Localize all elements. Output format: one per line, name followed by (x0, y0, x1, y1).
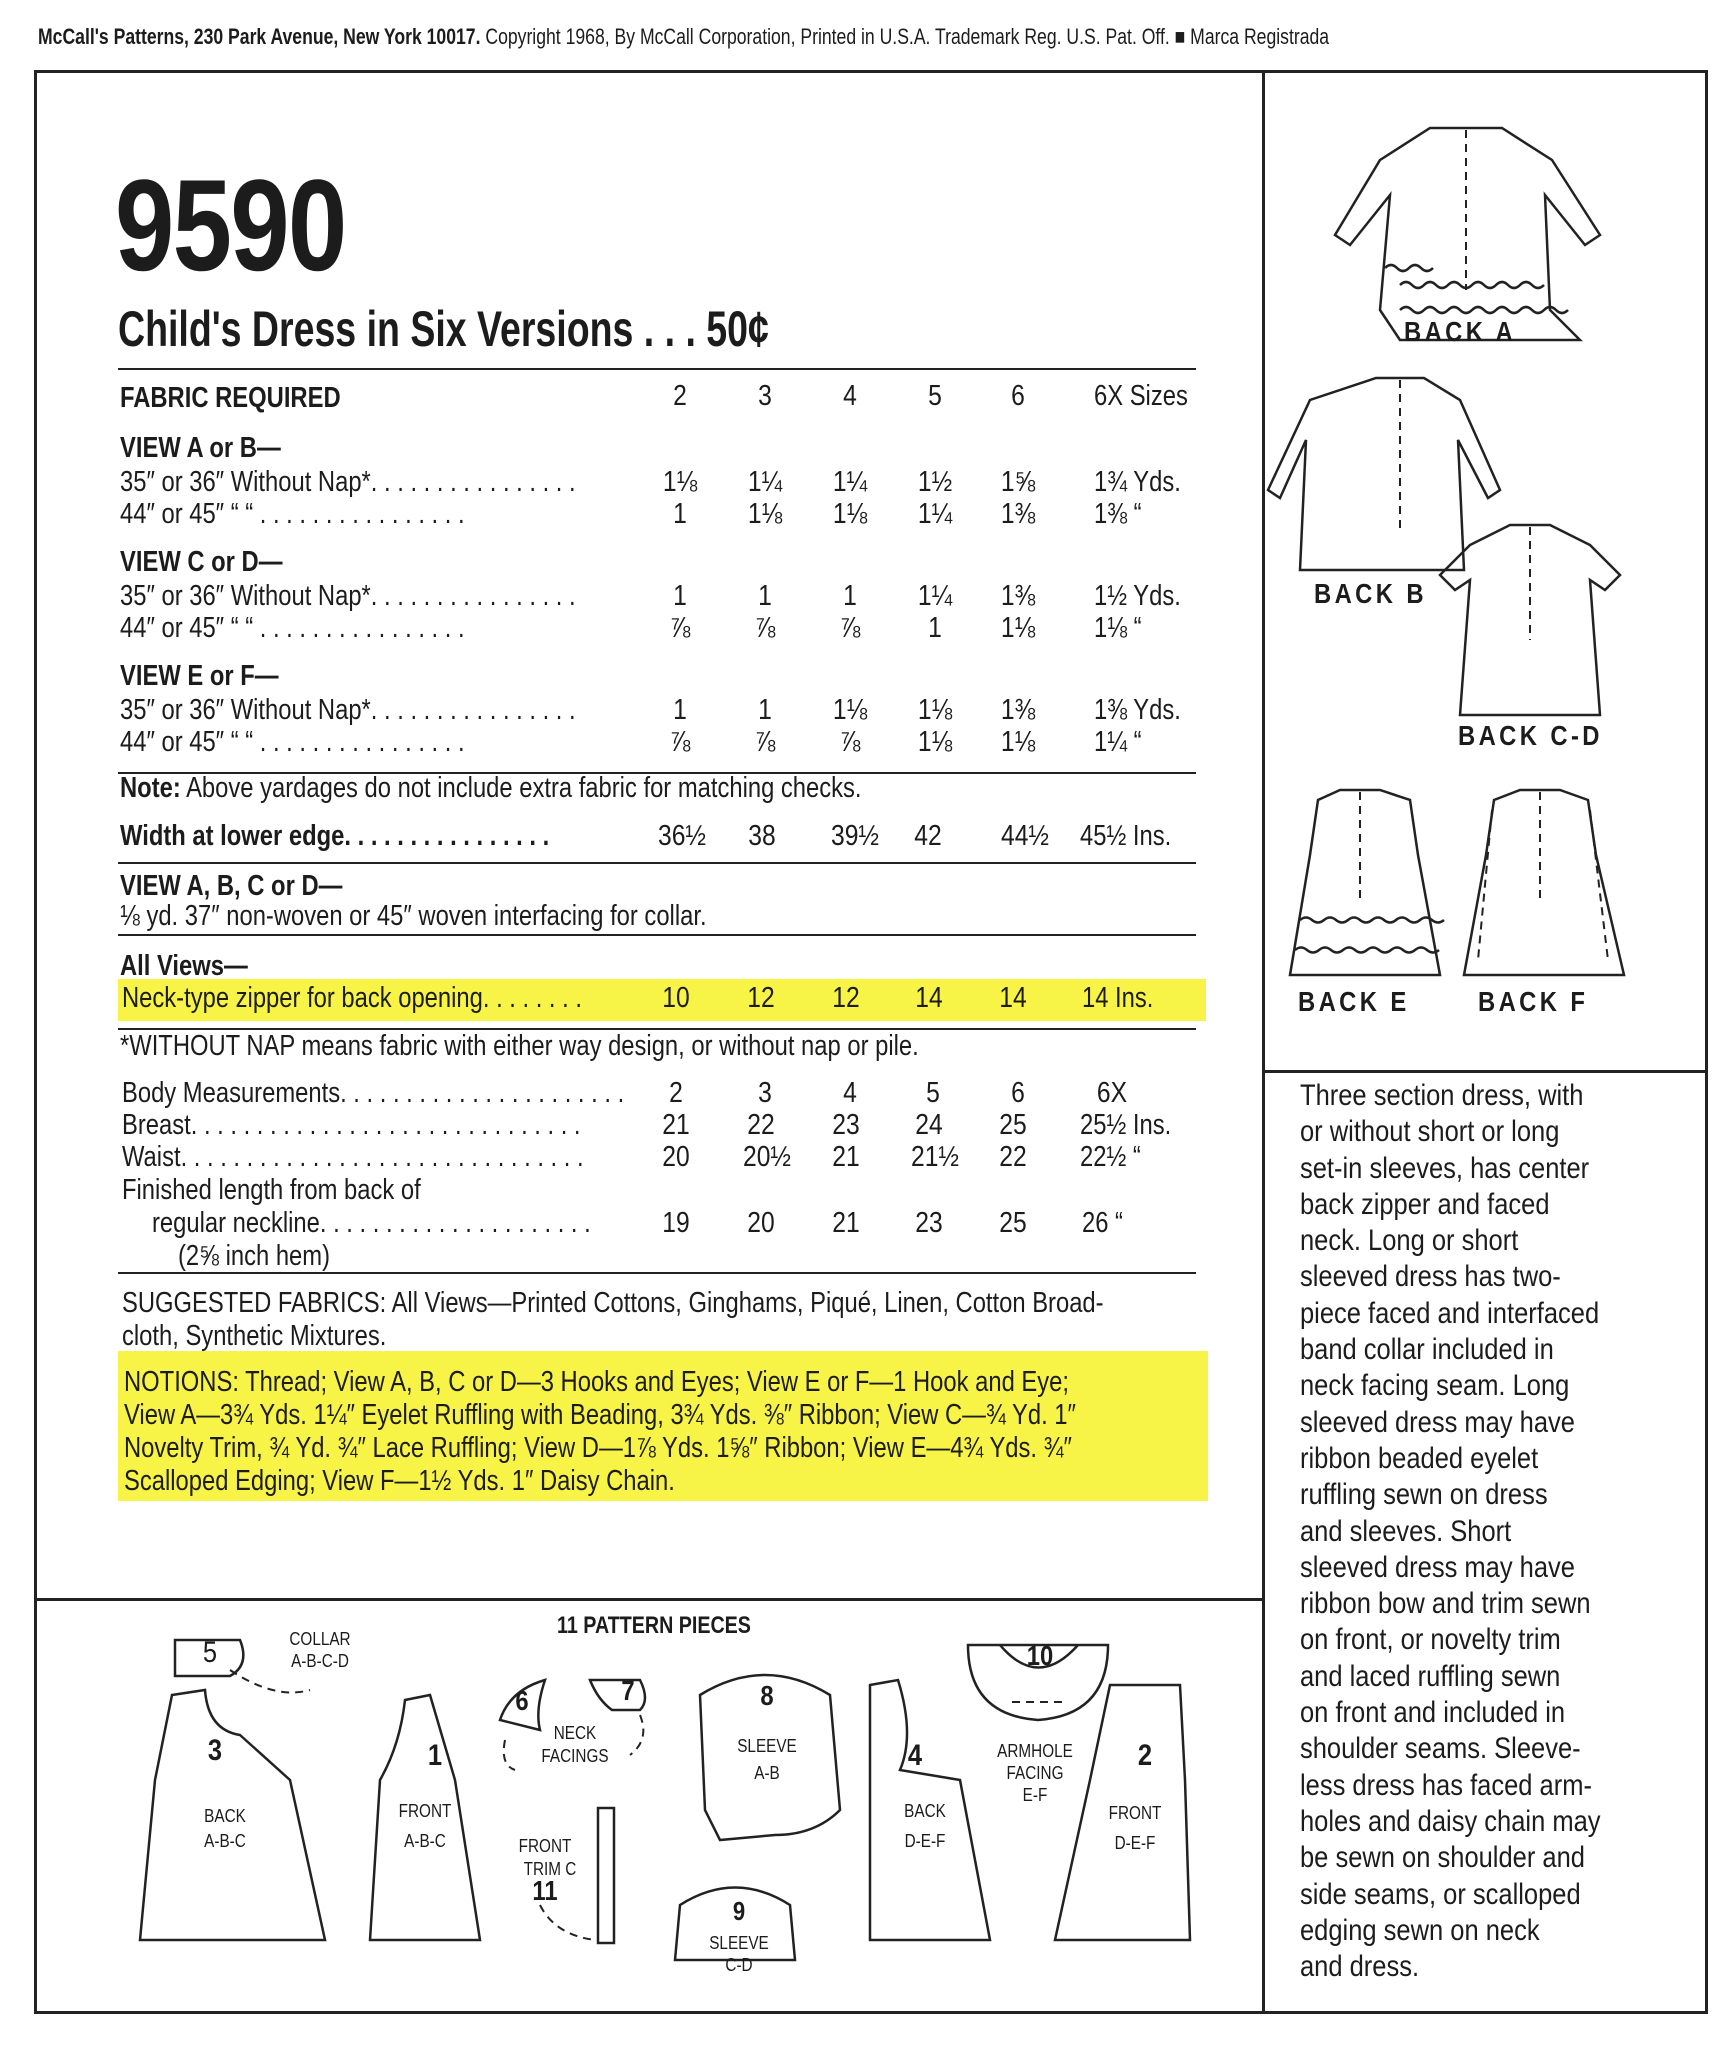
notions-line: Novelty Trim, ¾ Yd. ¾″ Lace Ruffling; View D—1⅞ Yds. 1⅝″ Ribbon; View E—4¾ Yds. ¾″ (124, 1432, 1072, 1464)
size-header: 4 (843, 1077, 857, 1109)
description-line: be sewn on shoulder and (1300, 1841, 1585, 1875)
table-cell: 1⅛ (917, 726, 953, 758)
description-line: and sleeves. Short (1300, 1514, 1512, 1548)
description-line: edging sewn on neck (1300, 1913, 1540, 1947)
size-header: 6 (1011, 380, 1025, 412)
description-line: neck facing seam. Long (1300, 1369, 1570, 1403)
piece-number: 8 (760, 1680, 774, 1711)
piece-label: TRIM C (523, 1859, 577, 1879)
table-cell: 42 (914, 820, 942, 852)
table-cell: ⅞ (839, 726, 861, 758)
table-cell: 12 (832, 982, 860, 1014)
zipper-label: Neck-type zipper for back opening. . . . . . . . (122, 982, 582, 1014)
table-cell: 24 (915, 1109, 943, 1141)
piece-label: BACK (204, 1806, 246, 1826)
description-line: ruffling sewn on dress (1300, 1478, 1548, 1512)
interfacing-text: ⅛ yd. 37″ non-woven or 45″ woven interfacing for collar. (120, 900, 707, 932)
size-header: 3 (758, 380, 772, 412)
body-measurements-label: Body Measurements. . . . . . . . . . . . . . . . . . . . . . (122, 1077, 625, 1109)
description-line: band collar included in (1300, 1333, 1554, 1367)
description-line: sleeved dress may have (1300, 1405, 1575, 1439)
table-cell: 1⅜ (1000, 580, 1036, 612)
piece-label: A-B-C (204, 1831, 246, 1851)
back-a-label: BACK A (1404, 316, 1517, 347)
row-label: 35″ or 36″ Without Nap*. . . . . . . . . . . . . . . . (120, 580, 576, 612)
piece-label: A-B-C (404, 1831, 446, 1851)
piece-number: 6 (515, 1685, 529, 1716)
pattern-title: Child's Dress in Six Versions . . . 50¢ (118, 301, 769, 357)
table-cell: 1 (843, 580, 857, 612)
notions-line: View A—3¾ Yds. 1¼″ Eyelet Ruffling with Beading, 3¾ Yds. ⅜″ Ribbon; View C—¾ Yd. 1″ (124, 1399, 1076, 1431)
back-e-illustration (1290, 790, 1444, 975)
table-cell: 1⅛ (747, 498, 783, 530)
fabric-required-heading: FABRIC REQUIRED (120, 382, 341, 414)
table-cell: 1¼ (917, 498, 953, 530)
view-label: VIEW A or B— (120, 432, 281, 464)
piece-label: FRONT (518, 1836, 572, 1856)
back-b-illustration (1268, 378, 1500, 570)
pattern-number: 9590 (115, 152, 346, 298)
piece-label: E-F (1022, 1785, 1048, 1805)
table-cell: 1⅛ (1000, 726, 1036, 758)
table-cell: 25 (999, 1109, 1027, 1141)
table-cell: 22½ “ (1080, 1141, 1141, 1173)
table-cell: 1⅜ (1000, 498, 1036, 530)
table-cell: 1⅜ “ (1094, 498, 1142, 530)
hem-note: (2⅝ inch hem) (178, 1240, 330, 1272)
dress-description (1300, 1078, 1615, 1985)
table-cell: 22 (999, 1141, 1027, 1173)
pattern-pieces-title: 11 PATTERN PIECES (557, 1612, 751, 1639)
piece-label: FACINGS (541, 1746, 609, 1766)
description-line: piece faced and interfaced (1300, 1296, 1600, 1330)
row-label: 44″ or 45″ “ “ . . . . . . . . . . . . . . . . (120, 726, 465, 758)
table-cell: 1 (673, 498, 687, 530)
table-cell: 20 (747, 1207, 775, 1239)
table-cell: 14 Ins. (1082, 982, 1154, 1014)
table-cell: 36½ (658, 820, 706, 852)
table-cell: 1 (673, 694, 687, 726)
length-label: Finished length from back of (122, 1174, 421, 1206)
table-cell: 22 (747, 1109, 775, 1141)
size-header: 2 (673, 380, 687, 412)
table-cell: 39½ (831, 820, 879, 852)
table-cell: 21 (832, 1207, 860, 1239)
table-cell: 23 (832, 1109, 860, 1141)
back-a-illustration (1335, 128, 1600, 340)
table-cell: 44½ (1001, 820, 1049, 852)
piece-number: 3 (207, 1734, 223, 1767)
description-line: on front, or novelty trim (1300, 1623, 1561, 1657)
table-cell: 1 (673, 580, 687, 612)
piece-label: FRONT (398, 1801, 452, 1821)
table-cell: ⅞ (669, 726, 691, 758)
back-f-label: BACK F (1478, 986, 1589, 1017)
all-views-label: All Views— (120, 950, 248, 982)
piece-number: 1 (427, 1739, 443, 1772)
piece-label: SLEEVE (737, 1736, 797, 1756)
table-cell: 20½ (743, 1141, 791, 1173)
description-line: Three section dress, with (1300, 1079, 1584, 1112)
note-label: Note: (120, 772, 181, 804)
back-e-label: BACK E (1298, 986, 1410, 1017)
description-line: ribbon bow and trim sewn (1300, 1587, 1591, 1621)
piece-number: 4 (907, 1739, 923, 1772)
row-label: 35″ or 36″ Without Nap*. . . . . . . . . . . . . . . . (120, 694, 576, 726)
copyright-text: Copyright 1968, By McCall Corporation, Printed in U.S.A. Trademark Reg. U.S. Pat. Off. ■ Marca Registrada (485, 24, 1330, 49)
table-cell: 25 (999, 1207, 1027, 1239)
row-label: 35″ or 36″ Without Nap*. . . . . . . . . . . . . . . . (120, 466, 576, 498)
table-cell: 1 (928, 612, 942, 644)
back-cd-illustration (1440, 525, 1620, 715)
piece-number: 2 (1137, 1739, 1153, 1772)
description-line: set-in sleeves, has center (1300, 1151, 1590, 1185)
piece-label: D-E-F (1114, 1833, 1156, 1853)
table-cell: 26 “ (1082, 1207, 1123, 1239)
view-label: VIEW C or D— (120, 546, 283, 578)
piece-number: 7 (621, 1675, 635, 1706)
description-line: or without short or long (1300, 1115, 1560, 1149)
table-cell: 20 (662, 1141, 690, 1173)
size-header: 6X Sizes (1094, 380, 1188, 412)
piece-label: FRONT (1108, 1803, 1162, 1823)
table-cell: 1¼ “ (1094, 726, 1142, 758)
piece-number: 5 (202, 1636, 218, 1669)
piece-number: 11 (532, 1875, 558, 1906)
piece-label: NECK (553, 1723, 597, 1743)
description-line: on front and included in (1300, 1696, 1566, 1730)
note-text: Above yardages do not include extra fabric for matching checks. (186, 772, 862, 804)
table-cell: 21 (832, 1141, 860, 1173)
width-label: Width at lower edge. . . . . . . . . . . . . . . . (120, 820, 550, 852)
table-cell: 1½ Yds. (1094, 580, 1181, 612)
table-cell: ⅞ (754, 726, 776, 758)
description-line: neck. Long or short (1300, 1224, 1519, 1258)
table-cell: 1⅛ (832, 498, 868, 530)
table-cell: 1⅛ (832, 694, 868, 726)
piece-label: D-E-F (904, 1831, 946, 1851)
piece-label: A-B-C-D (291, 1651, 349, 1671)
table-cell: 1⅝ (1000, 466, 1036, 498)
table-cell: 1⅛ (1000, 612, 1036, 644)
description-line: and dress. (1300, 1950, 1420, 1984)
piece-label: SLEEVE (709, 1933, 769, 1953)
table-cell: 1 (758, 694, 772, 726)
row-label: 44″ or 45″ “ “ . . . . . . . . . . . . . . . . (120, 498, 465, 530)
table-cell: 1¾ Yds. (1094, 466, 1181, 498)
table-cell: 1⅛ (662, 466, 698, 498)
table-cell: 38 (748, 820, 776, 852)
table-cell: 25½ Ins. (1080, 1109, 1172, 1141)
piece-number: 9 (732, 1896, 746, 1926)
table-cell: 10 (662, 982, 690, 1014)
table-cell: 1¼ (917, 580, 953, 612)
size-header: 6 (1011, 1077, 1025, 1109)
interfacing-view-label: VIEW A, B, C or D— (120, 870, 343, 902)
suggested-fabrics: SUGGESTED FABRICS: All Views—Printed Cottons, Ginghams, Piqué, Linen, Cotton Broad- (122, 1287, 1104, 1319)
notions-line: NOTIONS: Thread; View A, B, C or D—3 Hooks and Eyes; View E or F—1 Hook and Eye; (124, 1366, 1069, 1398)
table-cell: 1 (758, 580, 772, 612)
table-cell: 14 (915, 982, 943, 1014)
back-f-illustration (1464, 790, 1624, 975)
table-cell: 23 (915, 1207, 943, 1239)
table-cell: 1⅛ “ (1094, 612, 1142, 644)
piece-label: FACING (1006, 1763, 1064, 1783)
table-cell: 1⅛ (917, 694, 953, 726)
table-cell: ⅞ (669, 612, 691, 644)
table-cell: 14 (999, 982, 1027, 1014)
table-cell: 45½ Ins. (1080, 820, 1172, 852)
publisher-address: McCall's Patterns, 230 Park Avenue, New York 10017. (38, 24, 481, 49)
piece-label: A-B (754, 1763, 780, 1783)
without-nap-note: *WITHOUT NAP means fabric with either way design, or without nap or pile. (120, 1030, 919, 1062)
length-label: regular neckline. . . . . . . . . . . . . . . . . . . . . (152, 1207, 591, 1239)
suggested-fabrics: cloth, Synthetic Mixtures. (122, 1320, 387, 1352)
back-b-label: BACK B (1314, 578, 1427, 609)
breast-label: Breast. . . . . . . . . . . . . . . . . . . . . . . . . . . . . . (122, 1109, 581, 1141)
table-cell: ⅞ (754, 612, 776, 644)
table-cell: 12 (747, 982, 775, 1014)
table-cell: 21 (662, 1109, 690, 1141)
description-line: sleeved dress has two- (1300, 1260, 1561, 1294)
piece-label: COLLAR (289, 1629, 351, 1649)
description-line: side seams, or scalloped (1300, 1877, 1581, 1911)
waist-label: Waist. . . . . . . . . . . . . . . . . . . . . . . . . . . . . . . (122, 1141, 584, 1173)
piece-number: 10 (1026, 1640, 1054, 1671)
view-label: VIEW E or F— (120, 660, 279, 692)
description-line: less dress has faced arm- (1300, 1768, 1592, 1802)
description-line: ribbon beaded eyelet (1300, 1441, 1539, 1475)
size-header: 5 (928, 380, 942, 412)
piece-label: ARMHOLE (997, 1741, 1073, 1761)
piece-label: C-D (725, 1955, 753, 1975)
back-cd-label: BACK C-D (1458, 720, 1603, 751)
size-header: 3 (758, 1077, 772, 1109)
size-header: 6X (1096, 1077, 1128, 1109)
description-line: holes and daisy chain may (1300, 1804, 1601, 1838)
table-cell: 1¼ (832, 466, 868, 498)
table-cell: ⅞ (839, 612, 861, 644)
table-cell: 1½ (917, 466, 953, 498)
table-cell: 1⅜ Yds. (1094, 694, 1181, 726)
description-line: and laced ruffling sewn (1300, 1659, 1561, 1693)
size-header: 5 (926, 1077, 940, 1109)
description-line: back zipper and faced (1300, 1187, 1550, 1221)
size-header: 4 (843, 380, 857, 412)
table-cell: 1¼ (747, 466, 783, 498)
description-line: shoulder seams. Sleeve- (1300, 1732, 1581, 1766)
description-line: sleeved dress may have (1300, 1550, 1575, 1584)
notions-line: Scalloped Edging; View F—1½ Yds. 1″ Daisy Chain. (124, 1465, 675, 1497)
table-cell: 1⅜ (1000, 694, 1036, 726)
piece-label: BACK (904, 1801, 946, 1821)
row-label: 44″ or 45″ “ “ . . . . . . . . . . . . . . . . (120, 612, 465, 644)
table-cell: 19 (662, 1207, 690, 1239)
table-cell: 21½ (911, 1141, 959, 1173)
size-header: 2 (669, 1077, 683, 1109)
